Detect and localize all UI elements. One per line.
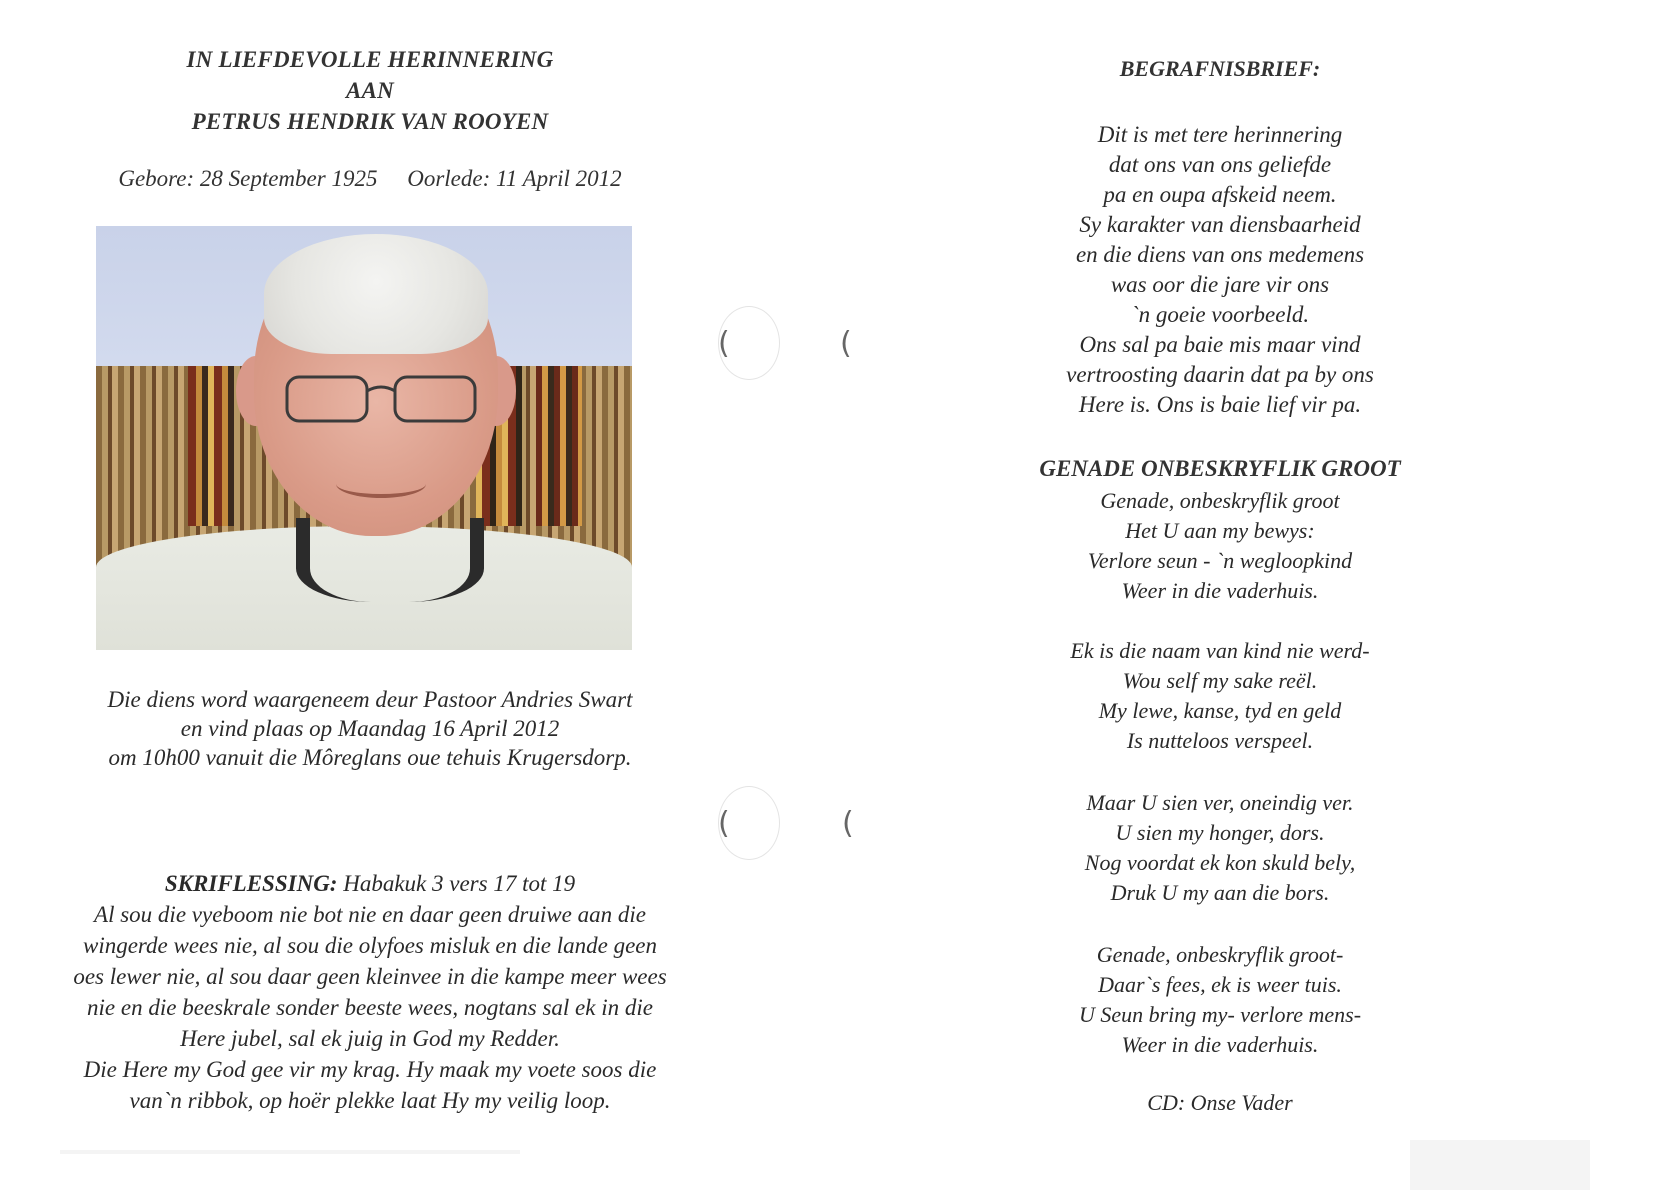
reading-line: Here jubel, sal ek juig in God my Redder.	[180, 1026, 560, 1051]
life-dates	[40, 166, 700, 192]
reading-line: Die Here my God gee vir my krag. Hy maak my voete soos die	[83, 1057, 657, 1082]
reading-line: nie en die beeskrale sonder beeste wees, nogtans sal ek in die	[87, 995, 653, 1020]
hymn-line: U Seun bring my- verlore mens-	[1078, 1002, 1362, 1027]
hymn-stanza-4	[900, 940, 1540, 1060]
letter-line: pa en oupa afskeid neem.	[1103, 182, 1337, 207]
scripture-reading	[30, 868, 710, 1116]
heading-line-2: AAN	[346, 78, 394, 103]
reading-heading	[30, 868, 710, 899]
heading-line-3: PETRUS HENDRIK VAN ROOYEN	[191, 109, 549, 134]
binding-mark: (	[718, 326, 730, 361]
hymn-line: U sien my honger, dors.	[1115, 820, 1325, 845]
reading-line: wingerde wees nie, al sou die olyfoes misluk en die lande geen	[82, 933, 657, 958]
glasses	[281, 371, 481, 429]
memorial-heading	[40, 44, 700, 137]
heading-line-1: IN LIEFDEVOLLE HERINNERING	[186, 47, 554, 72]
reading-line: van`n ribbok, op hoër plekke laat Hy my veilig loop.	[129, 1088, 611, 1113]
hymn-stanza-1	[900, 486, 1540, 606]
chair-stripe	[188, 366, 234, 526]
letter-line: was oor die jare vir ons	[1110, 272, 1330, 297]
binding-mark: (	[842, 806, 854, 841]
hymn-line: Genade, onbeskryflik groot	[1100, 488, 1340, 513]
funeral-letter	[900, 120, 1540, 420]
hymn-stanza-2	[900, 636, 1540, 756]
smile	[336, 470, 426, 498]
chair-stripe	[536, 366, 582, 526]
hymn-line: Verlore seun - `n wegloopkind	[1087, 548, 1353, 573]
hymn-line: Is nutteloos verspeel.	[1126, 728, 1314, 753]
right-page	[900, 0, 1540, 1199]
letter-line: Sy karakter van diensbaarheid	[1079, 212, 1361, 237]
hymn-line: Het U aan my bewys:	[1125, 518, 1315, 543]
reading-label: SKRIFLESSING:	[164, 871, 338, 896]
death-date: Oorlede: 11 April 2012	[407, 166, 622, 191]
hair	[264, 234, 488, 354]
hymn-stanza-3	[900, 788, 1540, 908]
hymn-line: Daar`s fees, ek is weer tuis.	[1098, 972, 1342, 997]
service-line: Die diens word waargeneem deur Pastoor Andries Swart	[107, 687, 633, 712]
letter-line: `n goeie voorbeeld.	[1130, 302, 1310, 327]
hymn-title: GENADE ONBESKRYFLIK GROOT	[1039, 456, 1401, 481]
binding-mark: (	[840, 326, 852, 361]
reading-reference: Habakuk 3 vers 17 tot 19	[337, 871, 576, 896]
letter-title: BEGRAFNISBRIEF:	[1119, 56, 1321, 81]
letter-line: Dit is met tere herinnering	[1097, 122, 1343, 147]
portrait-photo	[96, 226, 632, 650]
hymn-line: Weer in die vaderhuis.	[1121, 1032, 1319, 1057]
letter-line: dat ons van ons geliefde	[1108, 152, 1332, 177]
hymn-line: Nog voordat ek kon skuld bely,	[1084, 850, 1356, 875]
hymn-line: My lewe, kanse, tyd en geld	[1098, 698, 1342, 723]
left-page	[0, 0, 740, 1199]
birth-date: Gebore: 28 September 1925	[118, 166, 378, 191]
hymn-line: Weer in die vaderhuis.	[1121, 578, 1319, 603]
letter-line: vertroosting daarin dat pa by ons	[1066, 362, 1374, 387]
letter-line: en die diens van ons medemens	[1075, 242, 1365, 267]
service-line: en vind plaas op Maandag 16 April 2012	[180, 716, 560, 741]
letter-line: Here is. Ons is baie lief vir pa.	[1078, 392, 1362, 417]
hymn-line: Maar U sien ver, oneindig ver.	[1086, 790, 1354, 815]
reading-line: oes lewer nie, al sou daar geen kleinvee in die kampe meer wees	[73, 964, 667, 989]
letter-line: Ons sal pa baie mis maar vind	[1079, 332, 1361, 357]
cd-credit: CD: Onse Vader	[1147, 1090, 1293, 1115]
hymn-line: Druk U my aan die bors.	[1110, 880, 1330, 905]
binding-mark: (	[718, 806, 730, 841]
hymn-line: Ek is die naam van kind nie werd-	[1070, 638, 1370, 663]
service-details	[40, 685, 700, 772]
reading-line: Al sou die vyeboom nie bot nie en daar geen druiwe aan die	[94, 902, 646, 927]
service-line: om 10h00 vanuit die Môreglans oue tehuis Krugersdorp.	[108, 745, 632, 770]
hymn-line: Genade, onbeskryflik groot-	[1096, 942, 1344, 967]
scan-smudge	[60, 1150, 520, 1154]
hymn-line: Wou self my sake reël.	[1122, 668, 1318, 693]
